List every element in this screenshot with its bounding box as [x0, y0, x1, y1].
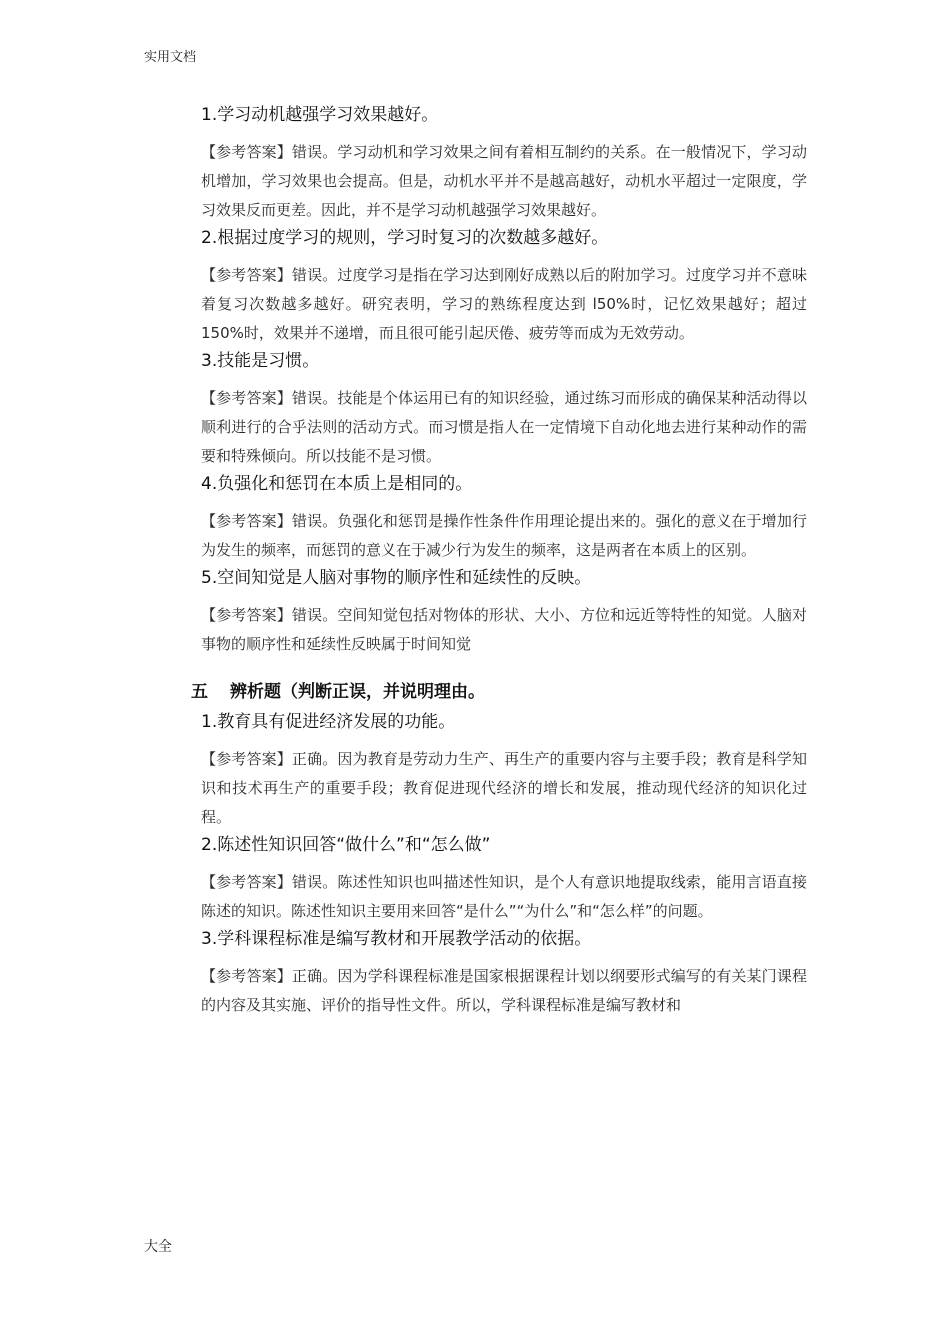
- document-body: [191, 102, 807, 1020]
- answer: 【参考答案】正确。因为学科课程标准是国家根据课程计划以纲要形式编写的有关某门课程的内容及其实施、评价的指导性文件。所以，学科课程标准是编写教材和: [201, 967, 807, 1014]
- answer: 【参考答案】错误。学习动机和学习效果之间有着相互制约的关系。在一般情况下，学习动机增加，学习效果也会提高。但是，动机水平并不是越高越好，动机水平超过一定限度，学习效果反而更差。因此，并不是学习动机越强学习效果越好。: [201, 143, 807, 219]
- answer: 【参考答案】错误。陈述性知识也叫描述性知识，是个人有意识地提取线索，能用言语直接陈述的知识。陈述性知识主要用来回答“是什么”“为什么”和“怎么样”的问题。: [201, 873, 807, 920]
- section-title: 辨析题（判断正误，并说明理由。: [230, 682, 485, 702]
- section-heading: [191, 679, 807, 705]
- question: 1.学习动机越强学习效果越好。: [201, 105, 439, 125]
- question: 5.空间知觉是人脑对事物的顺序性和延续性的反映。: [201, 568, 592, 588]
- answer: 【参考答案】错误。空间知觉包括对物体的形状、大小、方位和远近等特性的知觉。人脑对事物的顺序性和延续性反映属于时间知觉: [201, 606, 807, 653]
- page-header: 实用文档: [144, 50, 197, 65]
- question: 3.学科课程标准是编写教材和开展教学活动的依据。: [201, 929, 592, 949]
- question: 2.陈述性知识回答“做什么”和“怎么做”: [201, 835, 491, 855]
- answer: 【参考答案】错误。负强化和惩罚是操作性条件作用理论提出来的。强化的意义在于增加行为发生的频率，而惩罚的意义在于减少行为发生的频率，这是两者在本质上的区别。: [201, 512, 807, 559]
- page-footer: 大全: [144, 1239, 172, 1255]
- question: 2.根据过度学习的规则，学习时复习的次数越多越好。: [201, 228, 609, 248]
- answer: 【参考答案】错误。技能是个体运用已有的知识经验，通过练习而形成的确保某种活动得以顺利进行的合乎法则的活动方式。而习惯是指人在一定情境下自动化地去进行某种动作的需要和特殊倾向。所以技能不是习惯。: [201, 389, 807, 465]
- question: 3.技能是习惯。: [201, 351, 320, 371]
- question: 1.教育具有促进经济发展的功能。: [201, 712, 456, 732]
- section-number: 五: [191, 682, 208, 702]
- answer: 【参考答案】正确。因为教育是劳动力生产、再生产的重要内容与主要手段；教育是科学知识和技术再生产的重要手段；教育促进现代经济的增长和发展，推动现代经济的知识化过程。: [201, 750, 807, 826]
- answer: 【参考答案】错误。过度学习是指在学习达到刚好成熟以后的附加学习。过度学习并不意味着复习次数越多越好。研究表明，学习的熟练程度达到 l50%时，记忆效果越好；超过 150%时，效果并不递增，而且很可能引起厌倦、疲劳等而成为无效劳动。: [201, 266, 807, 342]
- question: 4.负强化和惩罚在本质上是相同的。: [201, 474, 473, 494]
